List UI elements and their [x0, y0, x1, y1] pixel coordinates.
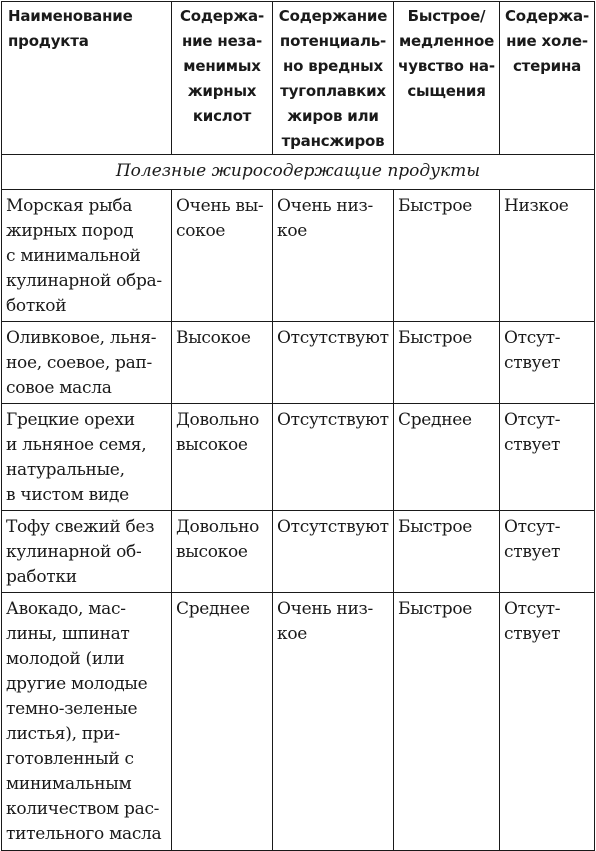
header-harmful-fats: Содержание потенциаль- но вредных тугоплавких жиров или трансжиров: [273, 2, 394, 155]
header-product-name: Наименование продукта: [2, 2, 172, 155]
cell-product: Авокадо, мас- лины, шпинат молодой (или другие молодые темно-зеленые листья), при- готовленный с минимальным количеством рас- тительного масла: [2, 593, 172, 851]
table-row: [2, 322, 595, 404]
cell-essential-acids: Довольно высокое: [172, 511, 273, 593]
cell-satiety: Быстрое: [394, 593, 500, 851]
table-row: [2, 404, 595, 511]
fat-products-table: [1, 1, 595, 851]
header-satiety: Быстрое/ медленное чувство на- сыщения: [394, 2, 500, 155]
cell-essential-acids: Довольно высокое: [172, 404, 273, 511]
cell-harmful-fats: Отсутствуют: [273, 404, 394, 511]
cell-cholesterol: Отсут- ствует: [500, 322, 595, 404]
cell-essential-acids: Среднее: [172, 593, 273, 851]
table-row: [2, 190, 595, 322]
cell-cholesterol: Отсут- ствует: [500, 404, 595, 511]
cell-cholesterol: Отсут- ствует: [500, 511, 595, 593]
cell-product: Грецкие орехи и льняное семя, натуральные, в чистом виде: [2, 404, 172, 511]
cell-satiety: Быстрое: [394, 511, 500, 593]
section-row: [2, 155, 595, 190]
cell-cholesterol: Отсут- ствует: [500, 593, 595, 851]
table-row: [2, 511, 595, 593]
cell-satiety: Быстрое: [394, 190, 500, 322]
cell-cholesterol: Низкое: [500, 190, 595, 322]
cell-satiety: Быстрое: [394, 322, 500, 404]
cell-essential-acids: Высокое: [172, 322, 273, 404]
cell-product: Морская рыба жирных пород с минимальной кулинарной обра- боткой: [2, 190, 172, 322]
cell-essential-acids: Очень вы- сокое: [172, 190, 273, 322]
cell-harmful-fats: Отсутствуют: [273, 322, 394, 404]
cell-harmful-fats: Отсутствуют: [273, 511, 394, 593]
header-row: [2, 2, 595, 155]
cell-product: Оливковое, льня- ное, соевое, рап- совое масла: [2, 322, 172, 404]
cell-harmful-fats: Очень низ- кое: [273, 593, 394, 851]
header-cholesterol: Содержа- ние холе- стерина: [500, 2, 595, 155]
cell-product: Тофу свежий без кулинарной об- работки: [2, 511, 172, 593]
header-essential-fatty-acids: Содержа- ние неза- менимых жирных кислот: [172, 2, 273, 155]
section-title: Полезные жиросодержащие продукты: [2, 155, 595, 190]
cell-satiety: Среднее: [394, 404, 500, 511]
table-row: [2, 593, 595, 851]
cell-harmful-fats: Очень низ- кое: [273, 190, 394, 322]
